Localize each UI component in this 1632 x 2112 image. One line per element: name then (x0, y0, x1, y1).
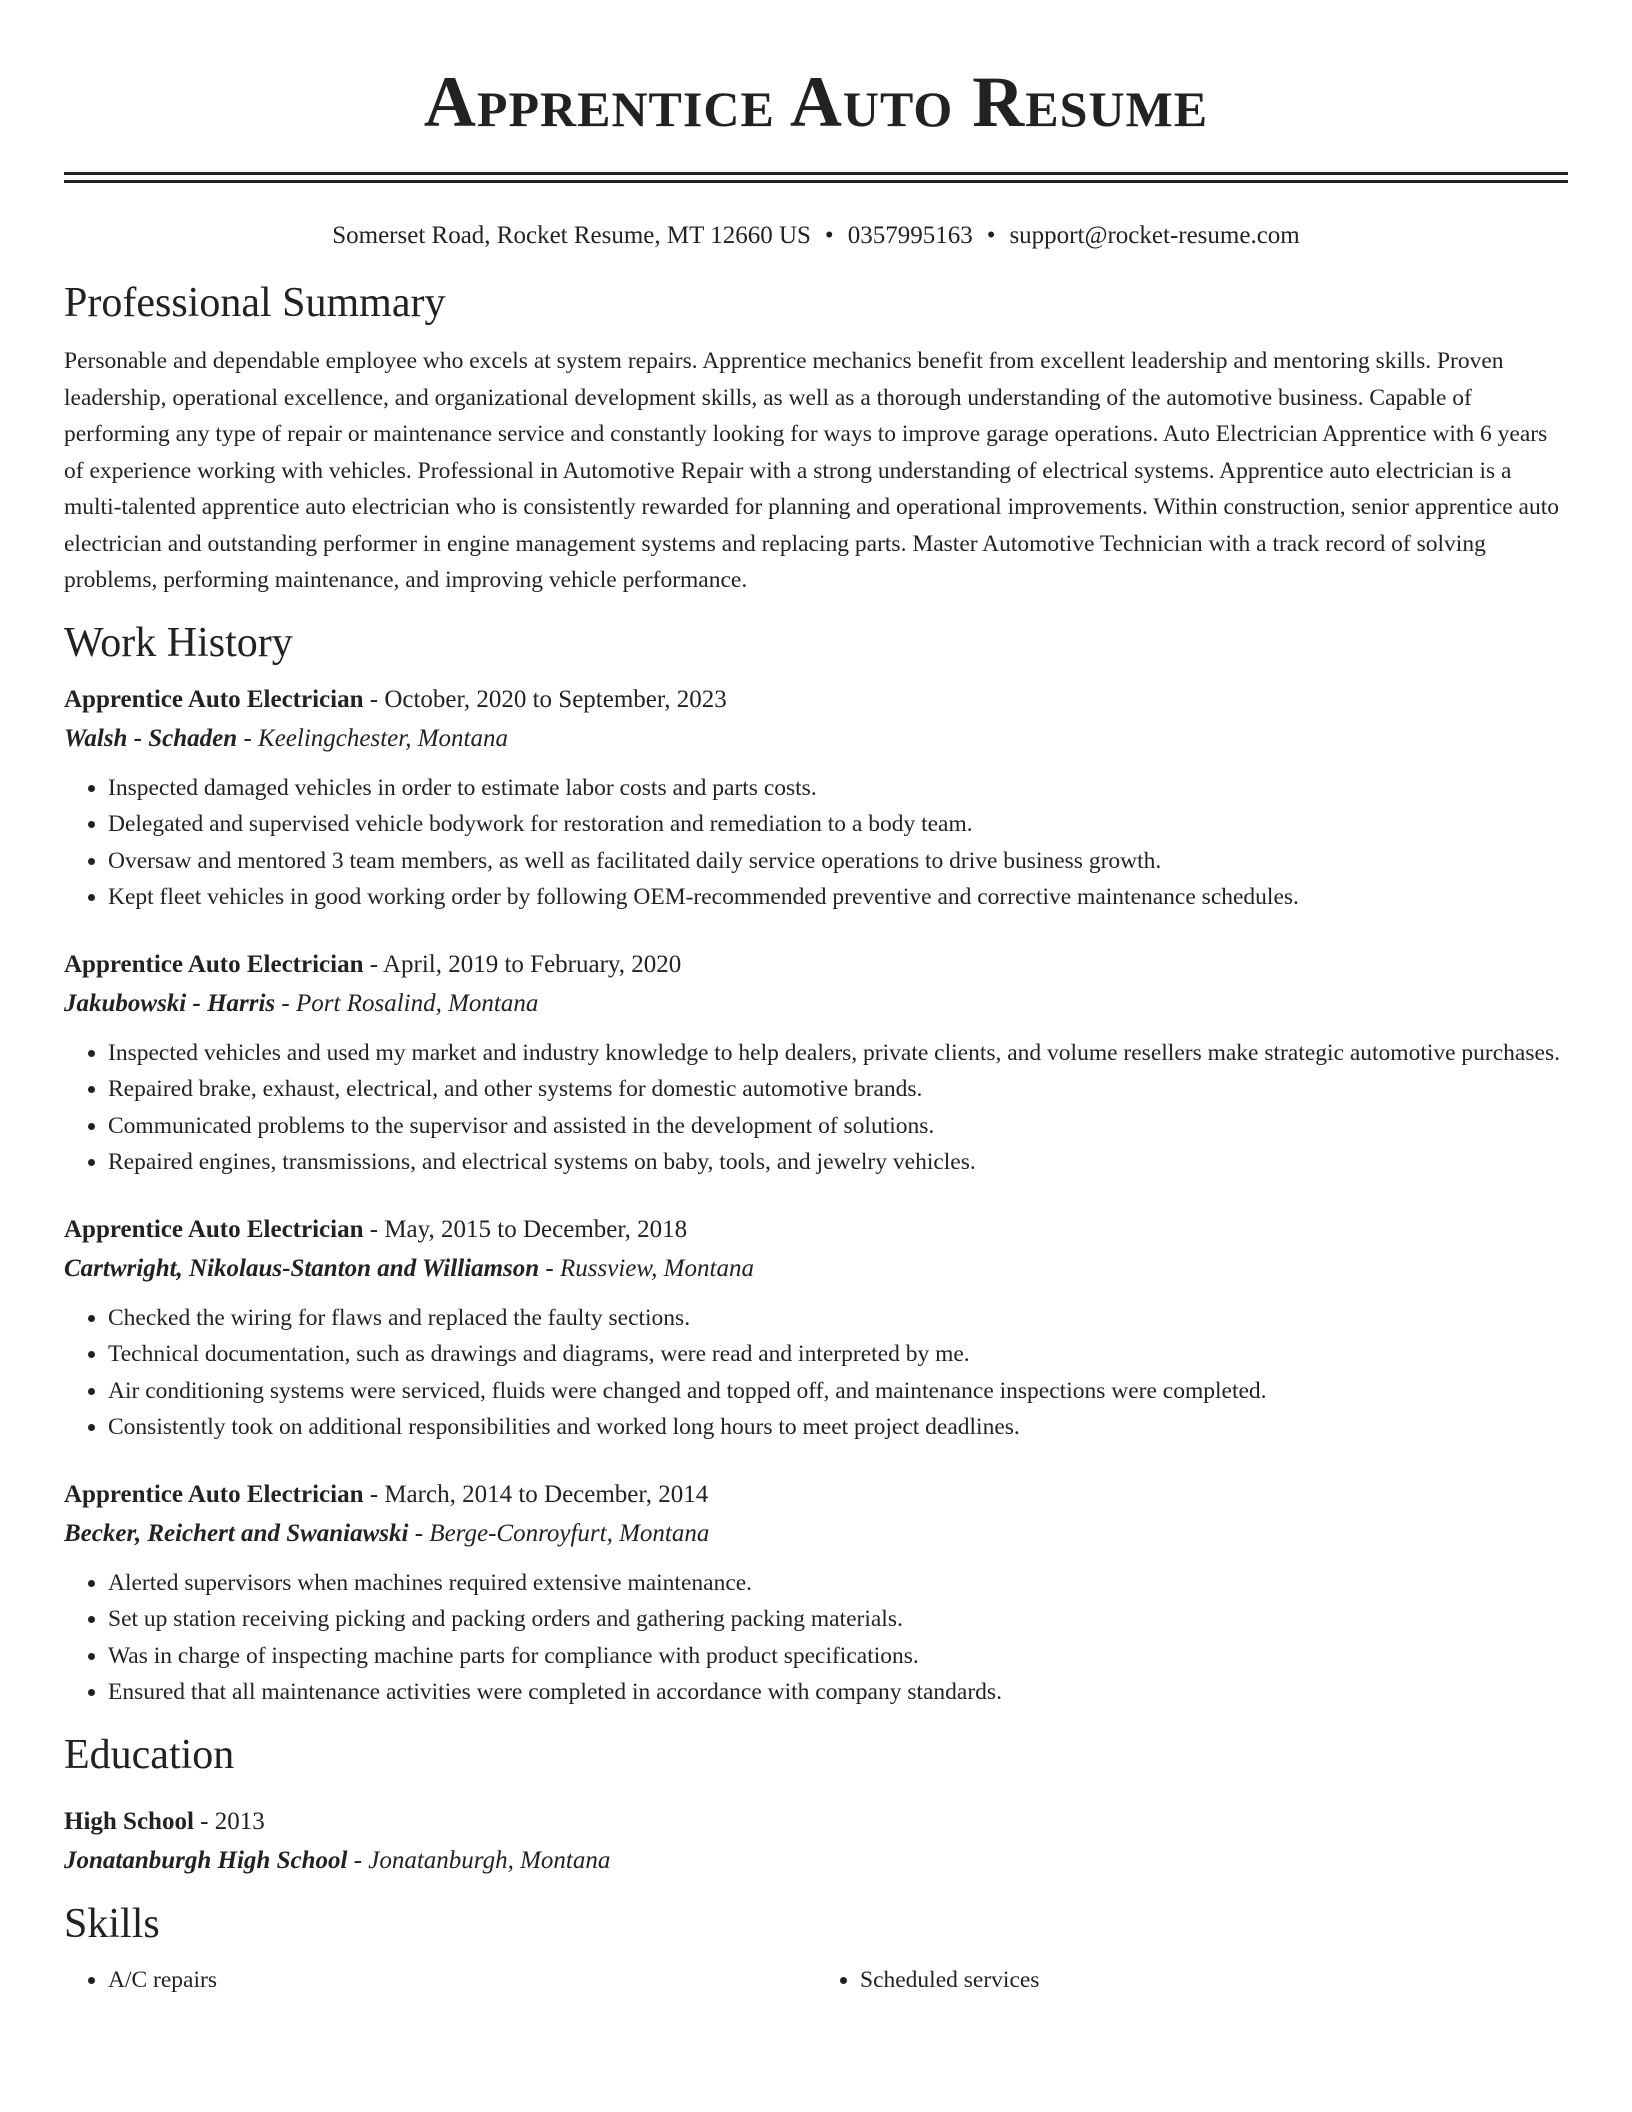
job-bullet: • Air conditioning systems were serviced, fluids were changed and topped off, and maintenance inspections were completed. (108, 1373, 1568, 1410)
degree-line (64, 1803, 1568, 1841)
job-bullet: • Inspected damaged vehicles in order to estimate labor costs and parts costs. (108, 770, 1568, 807)
skills-columns (64, 1962, 1568, 1998)
job-title: Apprentice Auto Electrician (64, 685, 364, 713)
skills-list-left (64, 1962, 816, 1998)
skill-item: • A/C repairs (108, 1962, 816, 1998)
employer-line (64, 1249, 1568, 1288)
job-dates: - October, 2020 to September, 2023 (363, 685, 727, 713)
employer-location: - Berge-Conroyfurt, Montana (408, 1519, 710, 1547)
job-title-line (64, 681, 1568, 719)
job-bullet: • Checked the wiring for flaws and replaced the faulty sections. (108, 1300, 1568, 1337)
degree-name: High School (64, 1807, 194, 1835)
school-line (64, 1841, 1568, 1880)
contact-line (64, 219, 1568, 253)
job-bullet: • Communicated problems to the supervisor and assisted in the development of solutions. (108, 1108, 1568, 1145)
summary-section (64, 277, 1568, 599)
employer-line (64, 1514, 1568, 1553)
contact-email: support@rocket-resume.com (1009, 222, 1300, 249)
job-bullets (64, 770, 1568, 916)
job-entry (64, 681, 1568, 916)
job-bullet: • Alerted supervisors when machines required extensive maintenance. (108, 1565, 1568, 1602)
job-bullet: • Delegated and supervised vehicle bodywork for restoration and remediation to a body team. (108, 806, 1568, 843)
resume-title: Apprentice Auto Resume (423, 62, 1209, 142)
contact-phone: 0357995163 (847, 222, 973, 249)
education-heading: Education (64, 1731, 235, 1778)
job-bullet: • Ensured that all maintenance activities were completed in accordance with company standards. (108, 1674, 1568, 1711)
title-rule-bottom (64, 180, 1568, 183)
job-title: Apprentice Auto Electrician (64, 950, 364, 978)
job-bullets (64, 1300, 1568, 1446)
skill-item: • Scheduled services (860, 1962, 1568, 1998)
work-history-section (64, 617, 1568, 1711)
employer-location: - Keelingchester, Montana (237, 724, 508, 752)
degree-year: - 2013 (193, 1807, 265, 1835)
job-bullets (64, 1035, 1568, 1181)
job-dates: - May, 2015 to December, 2018 (363, 1215, 688, 1243)
contact-separator: • (824, 222, 834, 249)
job-title-line (64, 1211, 1568, 1249)
school-name: Jonatanburgh High School (64, 1846, 348, 1874)
contact-separator: • (986, 222, 996, 249)
job-dates: - April, 2019 to February, 2020 (363, 950, 682, 978)
job-entry (64, 946, 1568, 1181)
skills-list-right (816, 1962, 1568, 1998)
job-bullets (64, 1565, 1568, 1711)
employer-line (64, 719, 1568, 758)
education-section (64, 1729, 1568, 1880)
job-entry (64, 1476, 1568, 1711)
summary-heading: Professional Summary (64, 280, 446, 326)
employer-location: - Port Rosalind, Montana (275, 989, 539, 1017)
job-entry (64, 1211, 1568, 1446)
employer-name: Jakubowski - Harris (64, 989, 276, 1017)
job-title-line (64, 946, 1568, 984)
contact-address: Somerset Road, Rocket Resume, MT 12660 US (332, 222, 811, 249)
job-title-line (64, 1476, 1568, 1514)
job-bullet: • Was in charge of inspecting machine parts for compliance with product specifications. (108, 1638, 1568, 1675)
employer-name: Becker, Reichert and Swaniawski (64, 1519, 409, 1547)
employer-name: Cartwright, Nikolaus-Stanton and Williamson (64, 1254, 540, 1282)
skills-section (64, 1898, 1568, 1998)
job-bullet: • Repaired engines, transmissions, and electrical systems on baby, tools, and jewelry vehicles. (108, 1144, 1568, 1181)
job-title: Apprentice Auto Electrician (64, 1215, 364, 1243)
employer-name: Walsh - Schaden (64, 724, 238, 752)
job-bullet: • Repaired brake, exhaust, electrical, and other systems for domestic automotive brands. (108, 1071, 1568, 1108)
employer-location: - Russview, Montana (539, 1254, 754, 1282)
job-bullet: • Consistently took on additional responsibilities and worked long hours to meet project deadlines. (108, 1409, 1568, 1446)
job-bullet: • Inspected vehicles and used my market and industry knowledge to help dealers, private clients, and volume resellers make strategic automotive purchases. (108, 1035, 1568, 1072)
job-bullet: • Oversaw and mentored 3 team members, as well as facilitated daily service operations to drive business growth. (108, 843, 1568, 880)
school-location: - Jonatanburgh, Montana (347, 1846, 611, 1874)
skills-heading: Skills (64, 1900, 160, 1947)
title-double-rule (64, 172, 1568, 183)
summary-text: Personable and dependable employee who excels at system repairs. Apprentice mechanics benefit from excellent leadership and mentoring skills. Proven leadership, operational excellence, and organizational development skills, as well as a thorough understanding of the automotive business. Capable of performing any type of repair or maintenance service and constantly looking for ways to improve garage operations. Auto Electrician Apprentice with 6 years of experience working with vehicles. Professional in Automotive Repair with a strong understanding of electrical systems. Apprentice auto electrician is a multi-talented apprentice auto electrician who is consistently rewarded for planning and operational improvements. Within construction, senior apprentice auto electrician and outstanding performer in engine management systems and replacing parts. Master Automotive Technician with a track record of solving problems, performing maintenance, and improving vehicle performance. (64, 348, 1559, 593)
job-bullet: • Kept fleet vehicles in good working order by following OEM-recommended preventive and corrective maintenance schedules. (108, 879, 1568, 916)
job-title: Apprentice Auto Electrician (64, 1480, 364, 1508)
employer-line (64, 984, 1568, 1023)
title-rule-top (64, 172, 1568, 175)
job-dates: - March, 2014 to December, 2014 (363, 1480, 709, 1508)
education-entry (64, 1803, 1568, 1880)
work-history-heading: Work History (64, 619, 293, 666)
job-bullet: • Set up station receiving picking and packing orders and gathering packing materials. (108, 1601, 1568, 1638)
job-bullet: • Technical documentation, such as drawings and diagrams, were read and interpreted by me. (108, 1336, 1568, 1373)
